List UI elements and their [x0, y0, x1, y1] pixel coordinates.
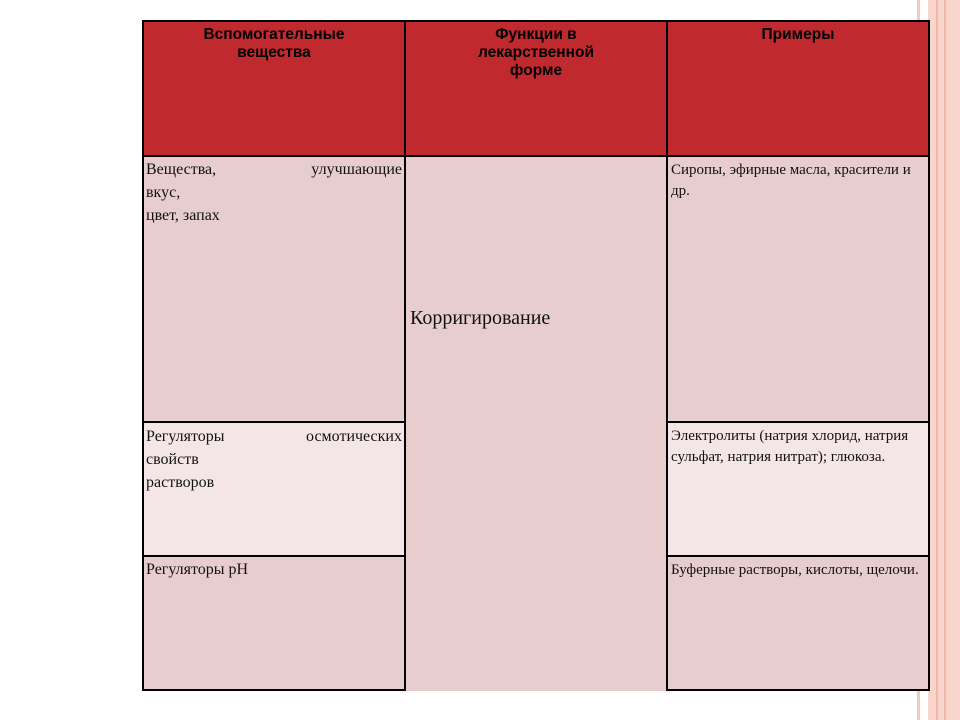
- substance-cell-row3: [142, 555, 406, 691]
- example-cell-row1: [666, 155, 930, 423]
- decorative-band-line: [936, 0, 938, 720]
- substance-line: вкус,: [146, 184, 181, 201]
- example-text: Сиропы, эфирные масла, красители и др.: [671, 162, 911, 199]
- example-cell-row2: [666, 421, 930, 557]
- header-functions: [404, 20, 668, 157]
- substance-line: свойств: [146, 451, 199, 468]
- example-text: Буферные растворы, кислоты, щелочи.: [671, 562, 919, 578]
- header-functions-label: Функции в лекарственной форме: [478, 26, 594, 79]
- header-examples-label: Примеры: [761, 26, 835, 43]
- header-substances: [142, 20, 406, 157]
- substance-line: Регуляторы осмотических: [146, 428, 402, 445]
- substance-line: Регуляторы рН: [146, 561, 249, 578]
- substance-line: цвет, запах: [146, 207, 220, 224]
- example-cell-row3: [666, 555, 930, 691]
- function-cell-text: Корригирование: [410, 307, 551, 329]
- substance-line: Вещества, улучшающие: [146, 161, 402, 178]
- header-examples: [666, 20, 930, 157]
- decorative-band-line: [944, 0, 946, 720]
- substance-cell-row2: [142, 421, 406, 557]
- substance-cell-row1: [142, 155, 406, 423]
- header-substances-label: Вспомогательные вещества: [203, 26, 345, 61]
- function-cell: [406, 157, 666, 691]
- example-text: Электролиты (натрия хлорид, натрия сульфат, натрия нитрат); глюкоза.: [671, 428, 909, 465]
- substance-line: растворов: [146, 474, 215, 491]
